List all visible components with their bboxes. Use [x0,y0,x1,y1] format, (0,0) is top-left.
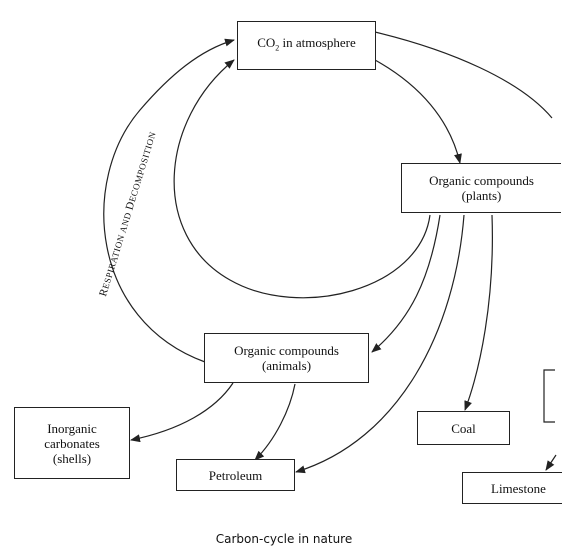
node-petroleum [176,459,295,491]
arrow-co2-to-right [375,32,552,118]
arrow-animals-to-carbonates [131,383,233,440]
arrow-plants-to-animals [372,215,440,352]
partial-box-right [544,370,555,422]
node-organic-plants [401,163,561,213]
node-inorganic-carbonates [14,407,130,479]
node-organic-plants-label: Organic compounds (plants) [429,173,534,203]
node-limestone [462,472,562,504]
arrow-animals-to-petroleum [255,384,295,460]
node-coal-label: Coal [451,420,476,436]
node-organic-animals [204,333,369,383]
arrow-plants-to-co2-inner [174,60,430,298]
arrow-animals-to-co2-outer [104,40,234,362]
node-limestone-label: Limestone [491,480,546,496]
arrow-plants-to-coal [465,215,492,410]
node-organic-animals-label: Organic compounds (animals) [234,343,339,373]
node-inorganic-carbonates-label: Inorganic carbonates (shells) [44,420,100,466]
figure-caption: Carbon-cycle in nature [215,532,353,546]
arrow-to-limestone [546,455,556,470]
node-co2-atmosphere: $CO_2$ in atmosphere [237,21,376,70]
node-petroleum-label: Petroleum [208,467,263,483]
arrow-co2-to-plants [375,60,460,163]
respiration-decomposition-label: RESPIRATION AND DECOMPOSITION [97,130,158,298]
node-coal [417,411,510,445]
